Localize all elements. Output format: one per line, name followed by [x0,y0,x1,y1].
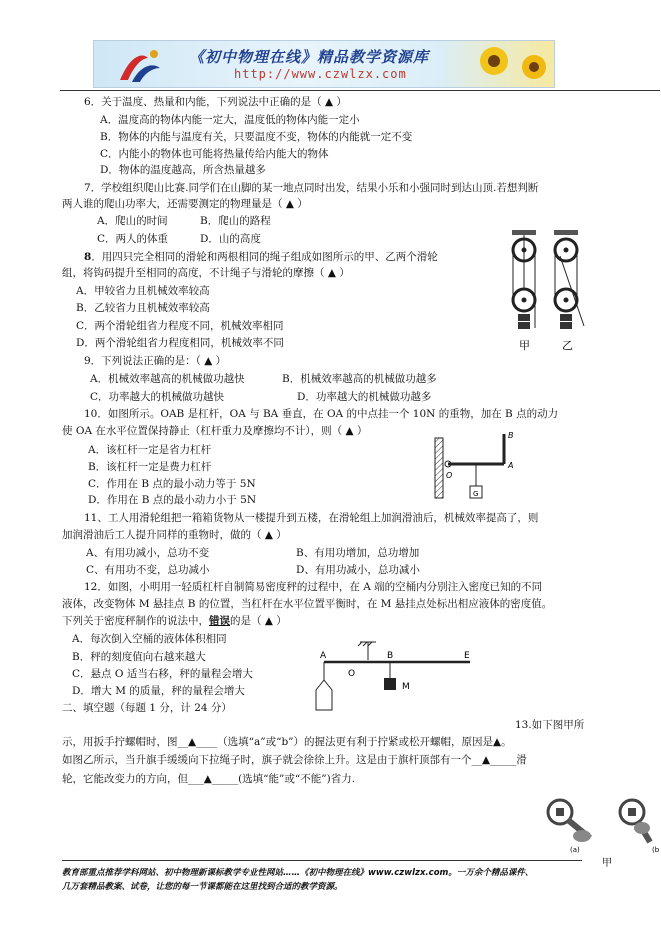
q13-line1: 13.如下图甲所 [515,719,585,731]
q6-option-a: A．温度高的物体内能一定大，温度低的物体内能一定小 [100,114,360,126]
q9-option-c: C．功率越大的机械做功越快 [90,391,225,403]
q6-stem: 6．关于温度、热量和内能，下列说法中正确的是（ ▲ ） [84,96,347,108]
footer-line1: 教育部重点推荐学科网站、初中物理新课标教学专业性网站……《初中物理在线》www.czwlzx.com。一万余个精品课件、 [62,868,534,878]
banner-title: 《初中物理在线》精品教学资源库 [189,48,430,66]
q10-stem-line1: 10．如图所示。OAB 是杠杆，OA 与 BA 垂直，在 OA 的中点挂一个 10N 的重物，加在 B 点的动力 [84,408,559,420]
pulley-label-yi: 乙 [562,339,573,352]
scale-label-b: B [387,651,394,661]
q9-option-d: D．功率越大的机械做功越多 [297,391,432,403]
q12-option-d: D．增大 M 的质量，秤的量程会增大 [72,685,245,697]
footer-rule [62,860,582,861]
q13-line2: 示，用扳手拧螺帽时，图__▲____（选填“a”或“b”）的握法更有利于拧紧或松开螺帽，原因是▲。 [62,736,512,748]
wrench-b-icon [620,800,650,842]
scale-label-m: M [402,682,410,692]
q10-option-c: C．作用在 B 点的最小动力等于 5N [88,478,256,490]
lever-label-g: G [473,490,479,498]
q11-stem-line2: 加润滑油后工人提升同样的重物时，做的（ ▲ ） [62,529,287,541]
pulley-label-jia: 甲 [519,339,530,352]
q10-option-b: B．该杠杆一定是费力杠杆 [88,461,212,473]
q7-stem-line2: 两人谁的爬山功率大，还需要测定的物理量是（ ▲ ） [62,198,308,210]
banner-url: http://www.czwlzx.com [234,67,407,81]
q8-stem-text: ．用四只完全相同的滑轮和两根相同的绳子组成如图所示的甲、乙两个滑轮 [91,251,438,263]
q6-option-b: B．物体的内能与温度有关，只要温度不变，物体的内能就一定不变 [100,131,413,143]
scale-label-a: A [320,651,327,661]
q6-option-d: D．物体的温度越高，所含热量越多 [100,164,266,176]
lever-label-o: O [446,471,453,480]
q12-option-b: B．秤的刻度值向右越来越大 [72,651,206,663]
lever-label-a: A [508,461,514,470]
q8-stem-line1 [84,249,438,264]
q10-option-a: A．该杠杆一定是省力杠杆 [88,444,212,456]
q12-stem-line1: 12．如图，小明用一轻质杠杆自制简易密度秤的过程中，在 A 端的空桶内分别注入密度已知的不同 [84,581,543,593]
q8-option-c: C．两个滑轮组省力程度不同，机械效率相同 [76,320,284,332]
q8-option-a: A．甲较省力且机械效率较高 [76,285,210,297]
pulley-figure [500,228,590,358]
header-banner [93,40,555,88]
site-logo-icon [112,42,172,86]
header-rule [60,90,660,91]
q10-stem-line2: 使 OA 在水平位置保持静止（杠杆重力及摩擦均不计），则（ ▲ ） [62,425,368,437]
q12-option-a: A．每次倒入空桶的液体体积相同 [72,633,227,645]
q7-option-b: B．爬山的路程 [200,215,271,227]
q9-stem: 9．下列说法正确的是：（ ▲ ） [84,355,227,367]
q11-option-b: B、有用功增加，总功增加 [296,547,420,559]
sunflower-icon [464,41,554,87]
q12-stem3-emphasis: 错误 [209,615,230,627]
q11-option-d: D、有用功减小，总功减小 [296,564,420,576]
lever-figure [432,428,527,506]
section2-heading: 二、填空题（每题 1 分，计 24 分） [62,702,232,714]
q9-option-b: B．机械效率越高的机械做功越多 [282,373,437,385]
q8-stem-line2: 组，将钩码提升至相同的高度，不计绳子与滑轮的摩擦（ ▲ ） [62,267,350,279]
q7-option-d: D．山的高度 [200,233,261,245]
q12-option-c: C．悬点 O 适当右移，秤的量程会增大 [72,668,253,680]
scale-label-e: E [464,651,470,661]
q13-line3: 如图乙所示，当升旗手缓缓向下拉绳子时，旗子就会徐徐上升。这是由于旗杆顶部有一个__▲_____滑 [62,754,527,766]
wrench-figure [538,788,661,870]
scale-label-o: O [348,669,356,679]
q9-option-a: A．机械效率越高的机械做功越快 [90,373,245,385]
q11-option-c: C、有用功不变，总功减小 [86,564,210,576]
wrench-label-a: (a) [570,846,580,854]
wrench-label-jia: 甲 [602,858,612,869]
density-scale-figure [312,640,482,716]
q7-option-c: C．两人的体重 [97,233,169,245]
q12-stem-line3 [62,613,287,628]
q11-option-a: A、有用功减小，总功不变 [86,547,210,559]
q12-stem3-post: 的是（ ▲ ） [230,615,287,627]
q12-stem3-pre: 下列关于密度秤制作的说法中， [62,615,209,627]
q7-option-a: A．爬山的时间 [97,215,168,227]
wrench-label-b: (b [652,846,660,854]
q8-option-b: B．乙较省力且机械效率较高 [76,302,210,314]
lever-label-b: B [508,431,514,440]
q13-line4: 轮，它能改变力的方向，但___▲_____(选填“能”或“不能”)省力. [62,773,356,785]
q11-stem-line1: 11、工人用滑轮组把一箱箱货物从一楼提升到五楼，在滑轮组上加润滑油后，机械效率提高了，则 [84,512,539,524]
footer-line2: 几万套精品教案、试卷，让您的每一节课都能在这里找到合适的教学资源。 [62,882,343,892]
q8-option-d: D．两个滑轮组省力程度相同，机械效率不同 [76,337,284,349]
q12-stem-line2: 液体，改变物体 M 悬挂点 B 的位置，当杠杆在水平位置平衡时，在 M 悬挂点处标出相应液体的密度值。 [62,598,553,610]
wrench-a-icon [548,800,591,842]
q7-stem-line1: 7．学校组织爬山比赛.同学们在山脚的某一地点同时出发，结果小乐和小强同时到达山顶.若想判断 [84,182,539,194]
q8-number: 8 [84,251,92,263]
q6-option-c: C．内能小的物体也可能将热量传给内能大的物体 [100,148,329,160]
q10-option-d: D．作用在 B 点的最小动力小于 5N [88,494,257,506]
